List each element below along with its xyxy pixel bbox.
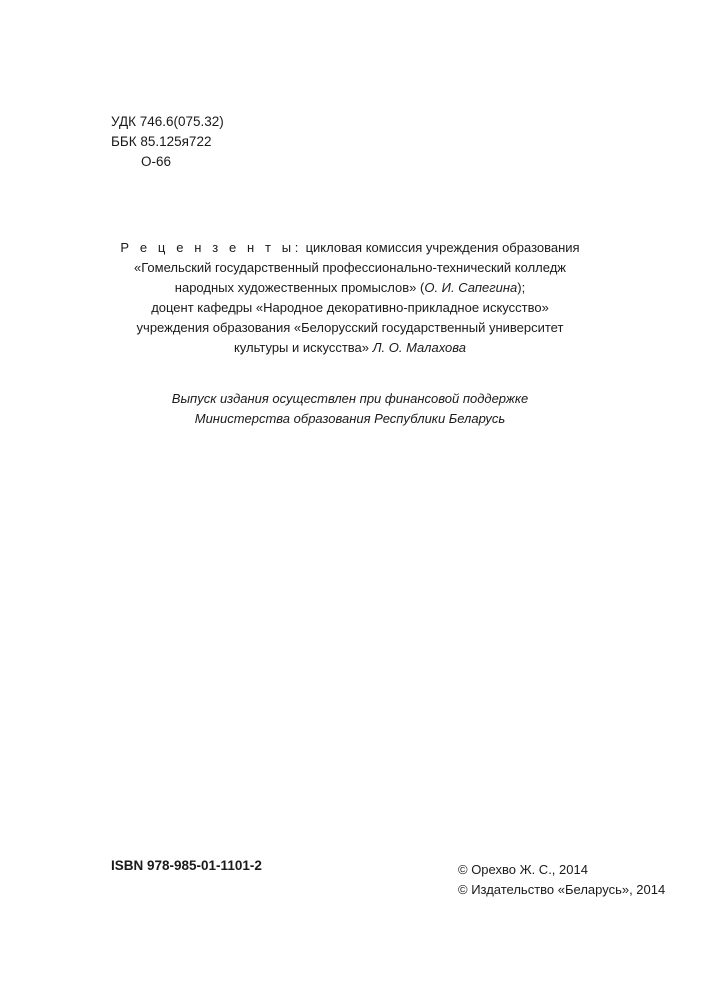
reviewers-line-4: доцент кафедры «Народное декоративно-прикладное искусство» [151,300,549,315]
reviewers-line-1-text: цикловая комиссия учреждения образования [301,240,580,255]
reviewer-name-1: О. И. Сапегина [424,280,518,295]
reviewers-line-3 [120,278,580,298]
copyright-block [458,860,665,900]
reviewers-line-3-end: ); [517,280,526,295]
reviewers-block [120,238,580,358]
copyright-author: © Орехво Ж. С., 2014 [458,862,588,877]
funding-note-line-1: Выпуск издания осуществлен при финансовой поддержке [171,391,529,406]
isbn-number: ISBN 978-985-01-1101-2 [111,858,262,873]
reviewers-line-6-start: культуры и искусства» [233,340,373,355]
classification-block [111,112,224,172]
funding-note-line-2: Министерства образования Республики Беларусь [194,411,506,426]
bbk-code: ББК 85.125я722 [111,134,212,149]
reviewers-line-1 [120,238,580,258]
reviewers-line-3-start: народных художественных промыслов» ( [174,280,425,295]
copyright-publisher: © Издательство «Беларусь», 2014 [458,882,666,897]
reviewers-line-2: «Гомельский государственный профессионально-технический колледж [134,260,566,275]
reviewers-line-6 [120,338,580,358]
udk-code: УДК 746.6(075.32) [111,114,224,129]
reviewers-label: Р е ц е н з е н т ы: [120,240,302,255]
reviewer-name-2: Л. О. Малахова [372,340,467,355]
author-mark: О-66 [141,154,172,169]
reviewers-line-5: учреждения образования «Белорусский государственный университет [136,320,564,335]
funding-note [120,389,580,429]
